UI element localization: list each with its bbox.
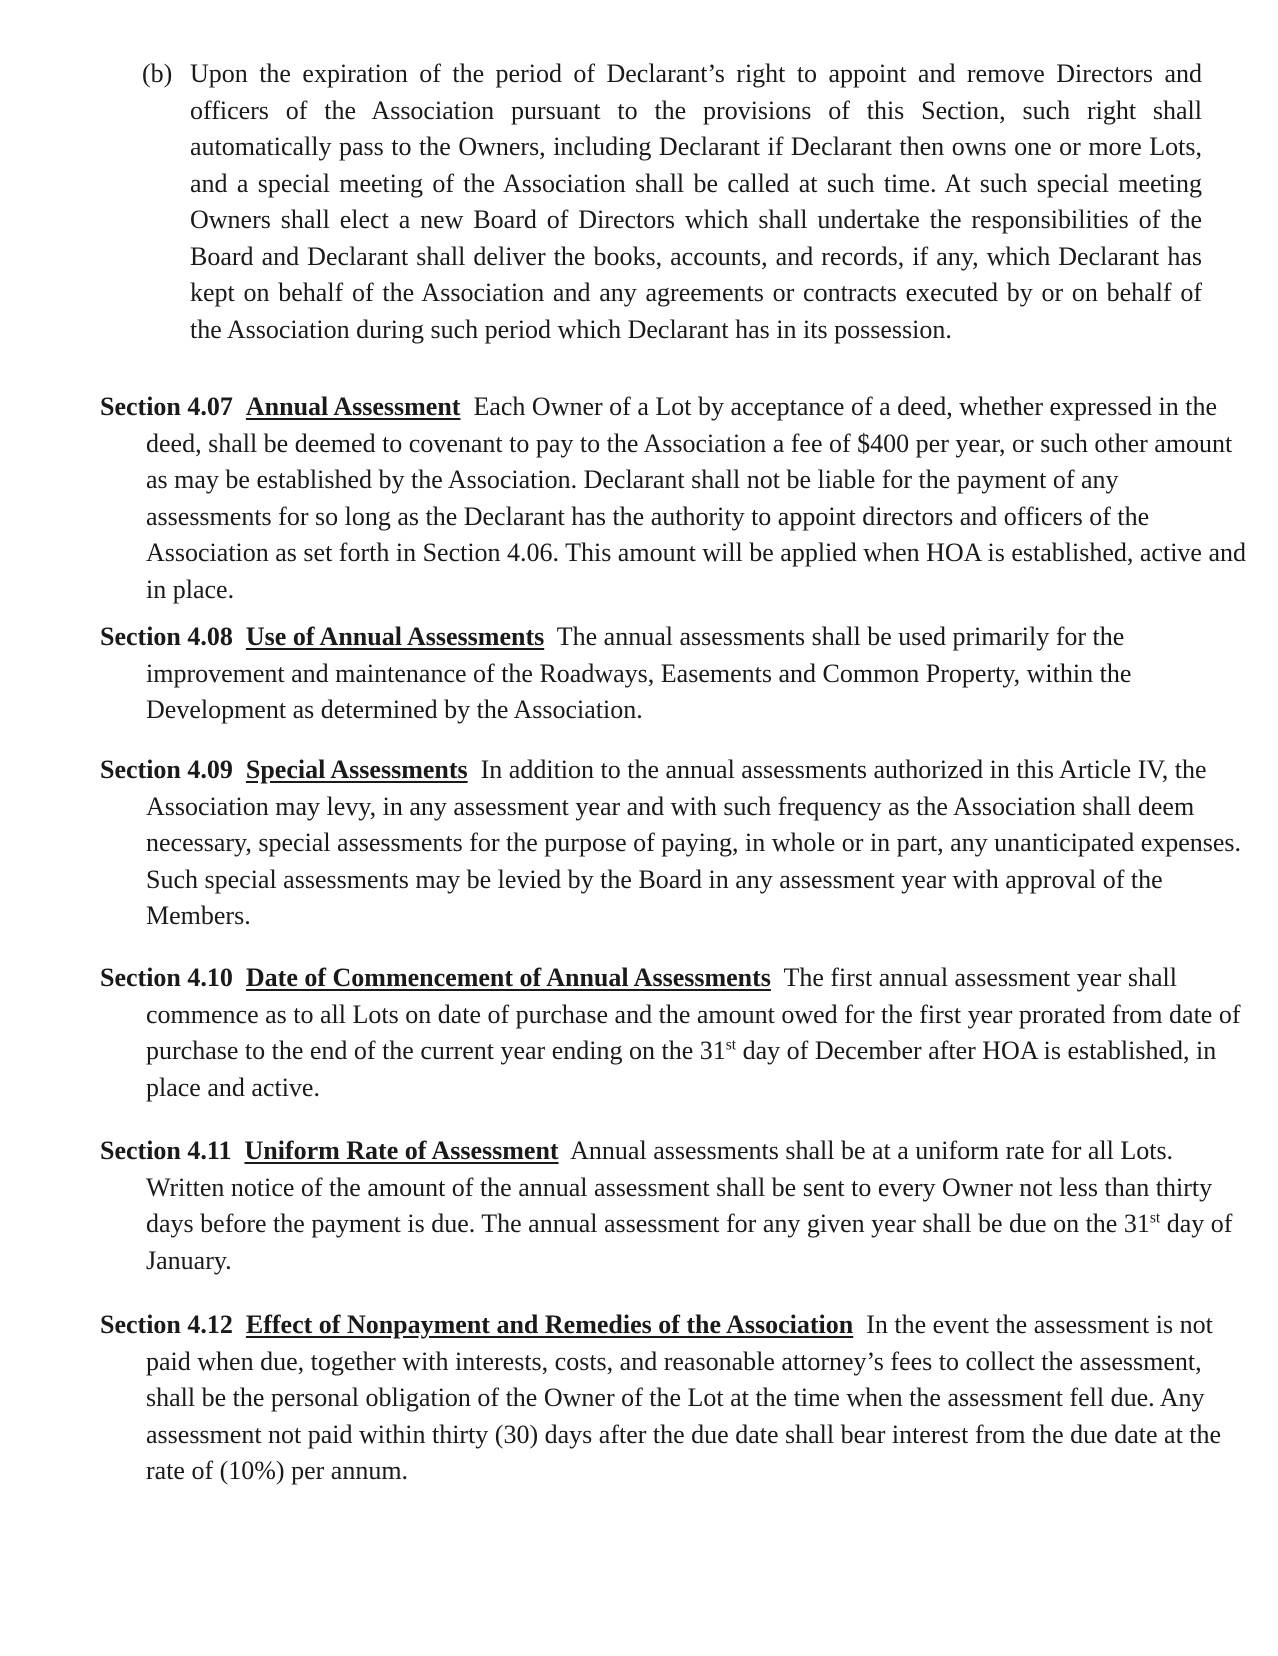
section-4-12 bbox=[100, 1307, 1250, 1490]
section-body: The annual assessments shall be used primarily for the improvement and maintenance of the Roadways, Easements and Common Property, within the Development as determined by the Association. bbox=[146, 622, 1132, 724]
section-title: Effect of Nonpayment and Remedies of the Association bbox=[245, 1310, 854, 1339]
section-4-07 bbox=[100, 389, 1250, 608]
section-title: Use of Annual Assessments bbox=[245, 622, 545, 651]
ordinal-suffix: st bbox=[725, 1036, 737, 1054]
section-body-cont: day of December after HOA is established, in place and active. bbox=[146, 1036, 1217, 1102]
subsection-label: (b) bbox=[142, 59, 173, 88]
section-body: In addition to the annual assessments authorized in this Article IV, the Association may levy, in any assessment year and with such frequency as the Association shall deem necessary, special assessments for the purpose of paying, in whole or in part, any unanticipated expenses. Such special assessments may be levied by the Board in any assessment year with approval of the Members. bbox=[146, 755, 1242, 930]
section-body-cont: day of January. bbox=[146, 1209, 1233, 1275]
subsection-text: Upon the expiration of the period of Declarant’s right to appoint and remove Directors and officers of the Association pursuant to the provisions of this Section, such right shall automatically pass to the Owners, including Declarant if Declarant then owns one or more Lots, and a special meeting of the Association shall be called at such time. At such special meeting Owners shall elect a new Board of Directors which shall undertake the responsibilities of the Board and Declarant shall deliver the books, accounts, and records, if any, which Declarant has kept on behalf of the Association and any agreements or contracts executed by or on behalf of the Association during such period which Declarant has in its possession. bbox=[190, 59, 1202, 344]
section-4-09 bbox=[100, 752, 1250, 935]
ordinal-suffix: st bbox=[1149, 1209, 1161, 1227]
section-body: Each Owner of a Lot by acceptance of a deed, whether expressed in the deed, shall be deemed to covenant to pay to the Association a fee of $400 per year, or such other amount as may be established by the Association. Declarant shall not be liable for the payment of any assessments for so long as the Declarant has the authority to appoint directors and officers of the Association as set forth in Section 4.06. This amount will be applied when HOA is established, active and in place. bbox=[146, 392, 1246, 604]
subsection-b bbox=[142, 56, 1202, 348]
section-number: Section 4.12 bbox=[100, 1310, 233, 1339]
section-title: Annual Assessment bbox=[245, 392, 461, 421]
section-4-10 bbox=[100, 960, 1250, 1106]
section-number: Section 4.08 bbox=[100, 622, 233, 651]
section-body: Annual assessments shall be at a uniform rate for all Lots. Written notice of the amount of the annual assessment shall be sent to every Owner not less than thirty days before the payment is due. The annual assessment for any given year shall be due on the 31 bbox=[146, 1136, 1213, 1238]
section-body: The first annual assessment year shall commence as to all Lots on date of purchase and the amount owed for the first year prorated from date of purchase to the end of the current year ending on the 31 bbox=[146, 963, 1241, 1065]
section-title: Uniform Rate of Assessment bbox=[244, 1136, 559, 1165]
section-number: Section 4.10 bbox=[100, 963, 233, 992]
section-number: Section 4.11 bbox=[100, 1136, 232, 1165]
section-number: Section 4.09 bbox=[100, 755, 233, 784]
section-title: Date of Commencement of Annual Assessments bbox=[245, 963, 771, 992]
section-body: In the event the assessment is not paid when due, together with interests, costs, and reasonable attorney’s fees to collect the assessment, shall be the personal obligation of the Owner of the Lot at the time when the assessment fell due. Any assessment not paid within thirty (30) days after the due date shall bear interest from the due date at the rate of (10%) per annum. bbox=[146, 1310, 1222, 1485]
section-title: Special Assessments bbox=[245, 755, 468, 784]
section-4-08 bbox=[100, 619, 1250, 729]
section-4-11 bbox=[100, 1133, 1250, 1279]
section-number: Section 4.07 bbox=[100, 392, 233, 421]
